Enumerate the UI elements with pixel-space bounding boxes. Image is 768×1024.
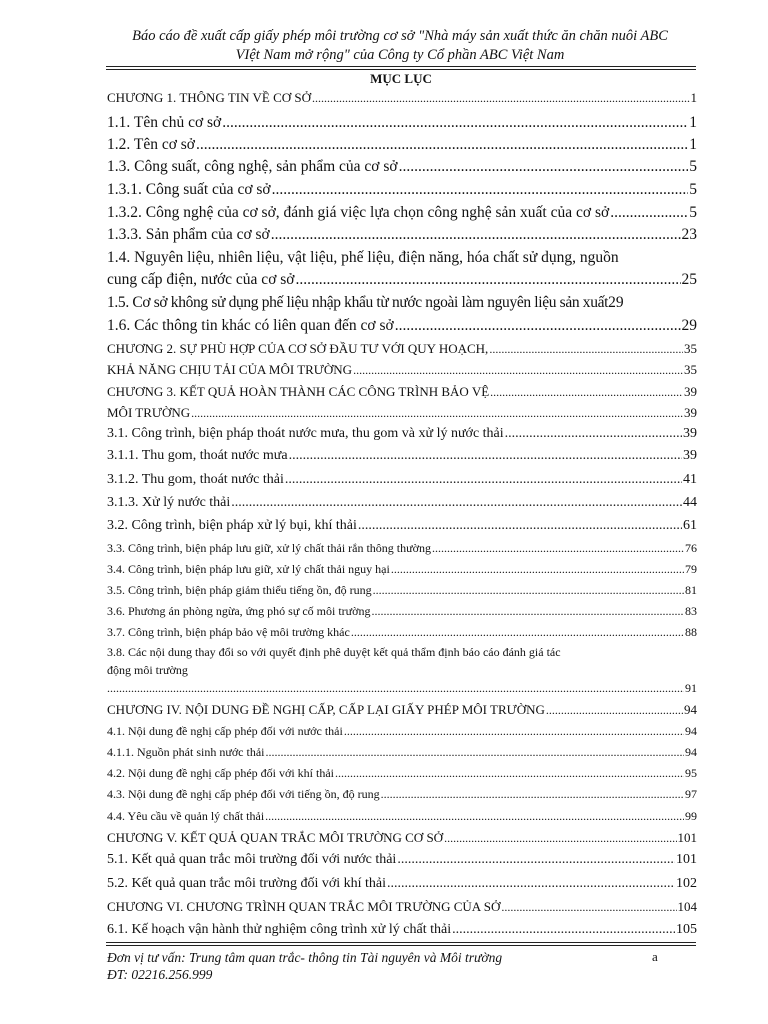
toc-entry-3-4[interactable]: 3.4. Công trình, biện pháp lưu giữ, xử lý chất thải nguy hại ..... 79 <box>107 562 697 577</box>
toc-entry-5-1[interactable]: 5.1. Kết quả quan trắc môi trường đối với nước thải ..... 101 <box>107 852 697 868</box>
toc-entry-4-1-1[interactable]: 4.1.1. Nguồn phát sinh nước thải ..... 94 <box>107 745 697 760</box>
header-line-1: Báo cáo đề xuất cấp giấy phép môi trường cơ sở "Nhà máy sản xuất thức ăn chăn nuôi ABC <box>132 28 668 44</box>
footer-phone: ĐT: 02216.256.999 <box>107 967 213 982</box>
toc-entry-1-2[interactable]: 1.2. Tên cơ sở ..... 1 <box>107 136 697 154</box>
toc-entry-chapter-5[interactable]: CHƯƠNG V. KẾT QUẢ QUAN TRẮC MÔI TRƯỜNG CƠ SỞ ..... 101 <box>107 830 697 846</box>
toc-entry-1-3-1[interactable]: 1.3.1. Công suất của cơ sở ..... 5 <box>107 181 697 199</box>
toc-entry-chapter-2[interactable]: CHƯƠNG 2. SỰ PHÙ HỢP CỦA CƠ SỞ ĐẦU TƯ VỚI QUY HOẠCH, ..... 35 <box>107 341 697 357</box>
toc-entry-1-4-line-1[interactable]: 1.4. Nguyên liệu, nhiên liệu, vật liệu, phế liệu, điện năng, hóa chất sử dụng, nguồn <box>107 249 619 266</box>
page-header <box>100 27 700 65</box>
toc-entry-3-1-3[interactable]: 3.1.3. Xử lý nước thải ..... 44 <box>107 495 697 511</box>
toc-entry-1-3[interactable]: 1.3. Công suất, công nghệ, sản phẩm của cơ sở ..... 5 <box>107 158 697 176</box>
toc-entry-chapter-6[interactable]: CHƯƠNG VI. CHƯƠNG TRÌNH QUAN TRẮC MÔI TRƯỜNG CỦA SỞ ..... 104 <box>107 899 697 915</box>
toc-entry-3-1-1[interactable]: 3.1.1. Thu gom, thoát nước mưa ..... 39 <box>107 448 697 464</box>
toc-entry-1-6[interactable]: 1.6. Các thông tin khác có liên quan đến cơ sở ..... 29 <box>107 317 697 335</box>
page-footer <box>107 949 502 983</box>
header-divider <box>106 66 696 70</box>
toc-entry-6-1[interactable]: 6.1. Kế hoạch vận hành thử nghiệm công trình xử lý chất thải ..... 105 <box>107 922 697 938</box>
toc-entry-3-3[interactable]: 3.3. Công trình, biện pháp lưu giữ, xử lý chất thải rắn thông thường ..... 76 <box>107 541 697 556</box>
toc-entry-chapter-3[interactable]: CHƯƠNG 3. KẾT QUẢ HOÀN THÀNH CÁC CÔNG TRÌNH BẢO VỆ ..... 39 <box>107 384 697 400</box>
toc-entry-4-2[interactable]: 4.2. Nội dung đề nghị cấp phép đối với khí thải ..... 95 <box>107 766 697 781</box>
toc-entry-3-8-line-2[interactable]: động môi trường <box>107 663 188 677</box>
toc-entry-1-3-2[interactable]: 1.3.2. Công nghệ của cơ sở, đánh giá việc lựa chọn công nghệ sản xuất của cơ sở ..... 5 <box>107 204 697 222</box>
toc-entry-chapter-1[interactable]: CHƯƠNG 1. THÔNG TIN VỀ CƠ SỞ ..... 1 <box>107 90 697 106</box>
header-line-2: VIệt Nam mở rộng" của Công ty Cổ phần ABC Việt Nam <box>235 47 565 63</box>
footer-consultant: Đơn vị tư vấn: Trung tâm quan trắc- thông tin Tài nguyên và Môi trường <box>107 950 503 965</box>
toc-entry-3-8[interactable]: ..... 91 <box>107 681 697 696</box>
toc-title: MỤC LỤC <box>370 71 432 86</box>
toc-entry-4-4[interactable]: 4.4. Yêu cầu về quản lý chất thải ..... 99 <box>107 809 697 824</box>
toc-entry-3-6[interactable]: 3.6. Phương án phòng ngừa, ứng phó sự cố môi trường ..... 83 <box>107 604 697 619</box>
toc-entry-4-3[interactable]: 4.3. Nội dung đề nghị cấp phép đối với tiếng ồn, độ rung ..... 97 <box>107 787 697 802</box>
toc-entry-3-8-line-1[interactable]: 3.8. Các nội dung thay đổi so với quyết định phê duyệt kết quả thẩm định báo cáo đánh giá tác <box>107 645 561 659</box>
toc-entry-3-5[interactable]: 3.5. Công trình, biện pháp giảm thiểu tiếng ồn, độ rung ..... 81 <box>107 583 697 598</box>
toc-entry-3-1[interactable]: 3.1. Công trình, biện pháp thoát nước mưa, thu gom và xử lý nước thải ..... 39 <box>107 426 697 442</box>
toc-entry-3-7[interactable]: 3.7. Công trình, biện pháp bảo vệ môi trường khác ..... 88 <box>107 625 697 640</box>
toc-entry-1-3-3[interactable]: 1.3.3. Sản phẩm của cơ sở ..... 23 <box>107 226 697 244</box>
toc-entry-1-5[interactable]: 1.5. Cơ sở không sử dụng phế liệu nhập khẩu từ nước ngoài làm nguyên liệu sản xuất 29 <box>107 294 624 311</box>
toc-entry-3-2[interactable]: 3.2. Công trình, biện pháp xử lý bụi, khí thải ..... 61 <box>107 518 697 534</box>
toc-entry-1-1[interactable]: 1.1. Tên chủ cơ sở ..... 1 <box>107 114 697 132</box>
toc-entry-3-1-2[interactable]: 3.1.2. Thu gom, thoát nước thải ..... 41 <box>107 472 697 488</box>
toc-entry-5-2[interactable]: 5.2. Kết quả quan trắc môi trường đối với khí thải ..... 102 <box>107 876 697 892</box>
footer-divider <box>106 942 696 946</box>
toc-entry-chapter-3-cont[interactable]: MÔI TRƯỜNG ..... 39 <box>107 405 697 421</box>
toc-entry-chapter-4[interactable]: CHƯƠNG IV. NỘI DUNG ĐỀ NGHỊ CẤP, CẤP LẠI GIẤY PHÉP MÔI TRƯỜNG ..... 94 <box>107 702 697 718</box>
toc-entry-1-4[interactable]: cung cấp điện, nước của cơ sở ..... 25 <box>107 271 697 289</box>
toc-entry-4-1[interactable]: 4.1. Nội dung đề nghị cấp phép đối với nước thải ..... 94 <box>107 724 697 739</box>
page-number: a <box>652 949 658 964</box>
toc-entry-chapter-2-cont[interactable]: KHẢ NĂNG CHỊU TẢI CỦA MÔI TRƯỜNG ..... 35 <box>107 362 697 378</box>
